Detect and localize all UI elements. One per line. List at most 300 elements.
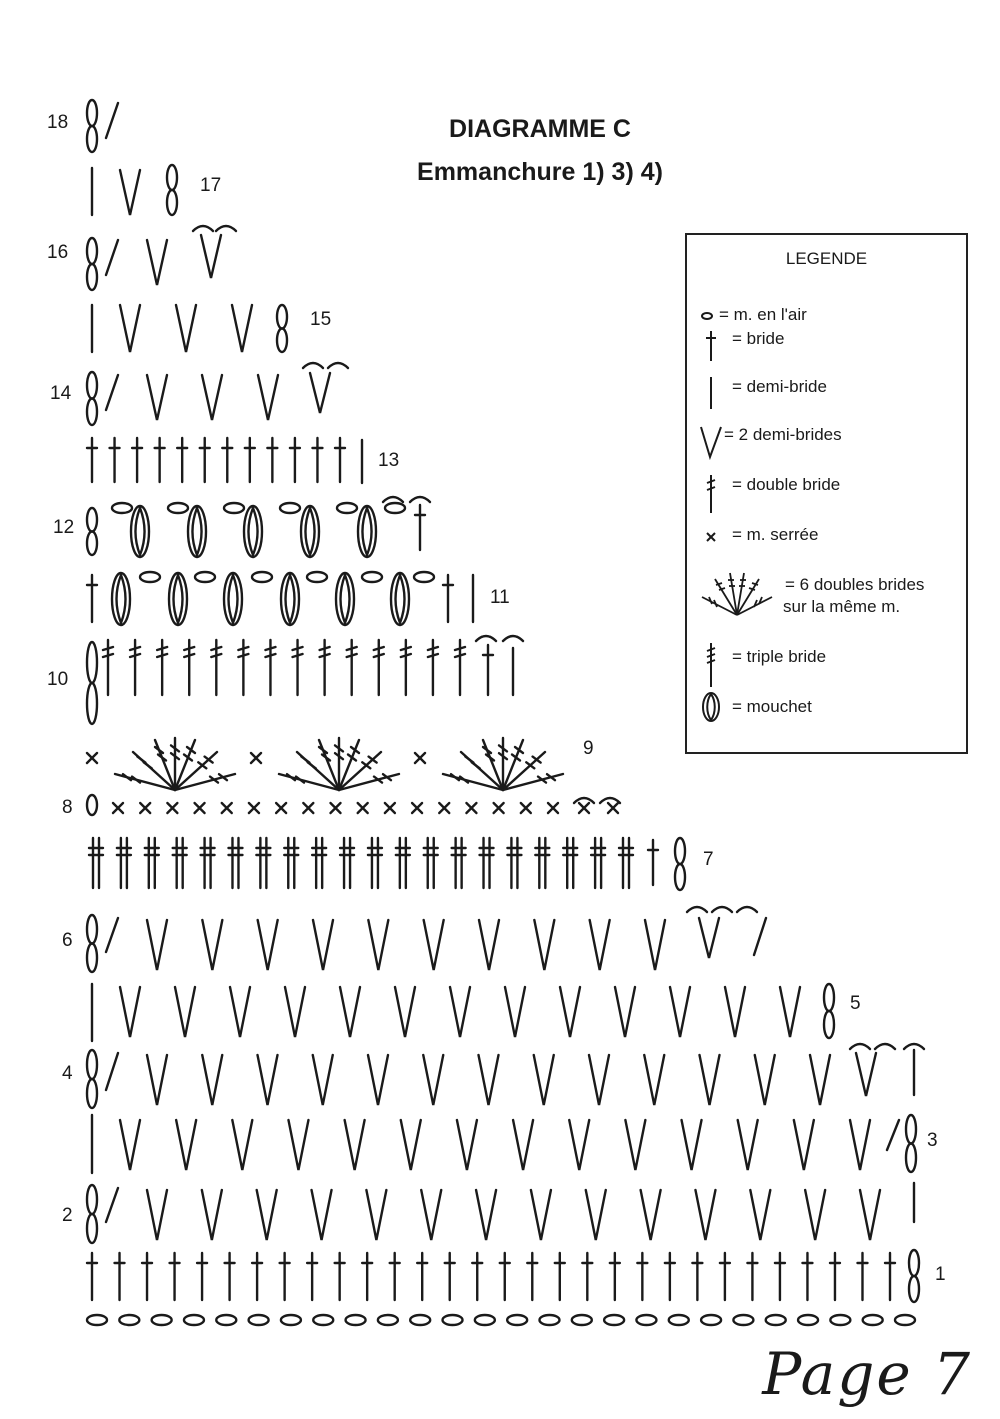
double-bride-stitch — [347, 640, 357, 695]
v-stitch — [457, 1120, 477, 1170]
single-crochet-stitch — [140, 803, 150, 813]
v-stitch — [120, 987, 140, 1037]
double-bride-stitch — [157, 640, 167, 695]
double-bride-stitch — [428, 640, 438, 695]
bride-stitch — [307, 1253, 317, 1300]
bride-stitch — [802, 1253, 812, 1300]
chain-loop — [824, 984, 834, 1011]
chain-loop — [87, 399, 97, 426]
chain-stitch — [378, 1315, 398, 1325]
chain-loop — [87, 1079, 97, 1108]
v-stitch — [725, 987, 745, 1037]
single-crochet-stitch — [195, 803, 205, 813]
legend-item-mouchet — [697, 691, 962, 739]
v-stitch — [368, 1055, 388, 1105]
v-stitch — [147, 1055, 167, 1105]
v-stitch — [257, 1190, 277, 1240]
slash-stitch — [106, 103, 118, 138]
v-stitch — [534, 920, 554, 970]
chain-stitch — [895, 1315, 915, 1325]
skip-arc — [476, 636, 496, 641]
single-crochet-stitch — [251, 753, 261, 763]
chain-stitch — [281, 1315, 301, 1325]
bride-stitch — [582, 1253, 592, 1300]
double-bride-stitch — [455, 640, 465, 695]
row-number-3: 3 — [927, 1130, 938, 1151]
double-bride-pair — [396, 838, 410, 888]
chain-stitch — [766, 1315, 786, 1325]
v-stitch — [479, 1055, 499, 1105]
legend-title: LEGENDE — [785, 249, 868, 268]
skip-arc — [850, 1044, 870, 1049]
single-crochet-stitch — [113, 803, 123, 813]
chain-loop — [675, 864, 685, 890]
row-number-16: 16 — [47, 242, 69, 263]
v-stitch — [450, 987, 470, 1037]
double-bride-stitch — [238, 640, 248, 695]
legend-item-fan — [697, 571, 962, 631]
chain-loop — [87, 944, 97, 973]
v-stitch — [395, 987, 415, 1037]
v-stitch — [232, 305, 252, 352]
v-stitch — [750, 1190, 770, 1240]
chain-loop — [87, 683, 97, 724]
chain-stitch — [184, 1315, 204, 1325]
legend-item-serree — [697, 525, 962, 573]
single-crochet-stitch — [222, 803, 232, 813]
mouchet-stitch — [281, 573, 299, 625]
legend-label-double-bride: = double bride — [732, 475, 841, 494]
v-stitch — [423, 1055, 443, 1105]
bride-stitch — [335, 1253, 345, 1300]
double-bride-pair — [201, 838, 215, 888]
chain-loop — [87, 1050, 97, 1079]
bride-stitch — [390, 1253, 400, 1300]
skip-arc — [687, 907, 707, 912]
row-number-6: 6 — [62, 930, 73, 951]
double-bride-stitch — [211, 640, 221, 695]
chain-loop — [87, 238, 97, 264]
chain-stitch — [280, 503, 300, 513]
v-stitch — [310, 373, 330, 413]
single-crochet-stitch — [167, 803, 177, 813]
chain-loop — [87, 126, 97, 152]
double-bride-pair — [312, 838, 326, 888]
chain-loop — [87, 915, 97, 944]
mouchet-inner — [396, 575, 405, 623]
double-bride-pair — [173, 838, 187, 888]
row-number-8: 8 — [62, 797, 73, 818]
chain-loop — [87, 795, 97, 815]
v-stitch — [860, 1190, 880, 1240]
bride-stitch — [110, 438, 120, 482]
chain-stitch — [195, 572, 215, 582]
skip-arc — [216, 226, 236, 231]
v-stitch — [202, 920, 222, 970]
row-number-10: 10 — [47, 669, 69, 690]
v-stitch — [202, 375, 222, 420]
single-crochet-stitch — [439, 803, 449, 813]
skip-arc — [712, 907, 732, 912]
chain-stitch — [410, 1315, 430, 1325]
chain-stitch — [224, 503, 244, 513]
v-stitch — [569, 1120, 589, 1170]
v-stitch — [120, 170, 140, 215]
chain-loop — [87, 372, 97, 399]
chain-stitch — [112, 503, 132, 513]
row-number-5: 5 — [850, 993, 861, 1014]
skip-arc — [410, 497, 430, 502]
bride-stitch — [610, 1253, 620, 1300]
bride-stitch — [115, 1253, 125, 1300]
chain-stitch — [307, 572, 327, 582]
v-stitch — [312, 1190, 332, 1240]
bride-stitch — [445, 1253, 455, 1300]
skip-arc — [737, 907, 757, 912]
double-bride-stitch — [374, 640, 384, 695]
bride-stitch — [665, 1253, 675, 1300]
row-number-1: 1 — [935, 1264, 946, 1285]
v-stitch — [202, 1190, 222, 1240]
v-stitch — [147, 240, 167, 285]
chain-stitch — [346, 1315, 366, 1325]
double-bride-pair — [591, 838, 605, 888]
single-crochet-stitch — [521, 803, 531, 813]
chain-loop — [277, 305, 287, 329]
chain-stitch — [636, 1315, 656, 1325]
double-bride-stitch — [293, 640, 303, 695]
v-stitch — [258, 920, 278, 970]
bride-stitch — [132, 438, 142, 482]
v-stitch — [176, 1120, 196, 1170]
single-crochet-stitch — [548, 803, 558, 813]
v-stitch — [755, 1055, 775, 1105]
chain-stitch — [119, 1315, 139, 1325]
v-stitch — [856, 1053, 876, 1096]
row-number-17: 17 — [200, 175, 222, 196]
v-stitch — [695, 1190, 715, 1240]
single-crochet-stitch — [494, 803, 504, 813]
chain-stitch — [443, 1315, 463, 1325]
double-bride-pair — [145, 838, 159, 888]
chain-loop — [277, 329, 287, 353]
v-stitch — [366, 1190, 386, 1240]
single-crochet-stitch — [412, 803, 422, 813]
v-stitch — [401, 1120, 421, 1170]
v-stitch — [589, 1055, 609, 1105]
v-stitch — [560, 987, 580, 1037]
chain-loop — [906, 1144, 916, 1173]
v-stitch — [641, 1190, 661, 1240]
chain-stitch — [604, 1315, 624, 1325]
legend-label-mouchet: = mouchet — [732, 697, 812, 716]
single-crochet-stitch — [87, 753, 97, 763]
skip-arc — [303, 363, 323, 368]
diagram-title: DIAGRAMME C — [449, 115, 631, 143]
mouchet-stitch — [244, 506, 262, 557]
v-stitch — [615, 987, 635, 1037]
bride-stitch — [267, 438, 277, 482]
row-number-14: 14 — [50, 383, 72, 404]
legend-label-2-demi-brides: = 2 demi-brides — [724, 425, 842, 444]
bride-stitch — [747, 1253, 757, 1300]
v-stitch — [345, 1120, 365, 1170]
chain-stitch — [313, 1315, 333, 1325]
v-stitch — [288, 1120, 308, 1170]
bride-stitch — [857, 1253, 867, 1300]
v-stitch — [700, 1055, 720, 1105]
double-bride-pair — [340, 838, 354, 888]
legend-label-triple-bride: = triple bride — [732, 647, 827, 666]
mouchet-stitch — [188, 506, 206, 557]
single-crochet-stitch — [579, 803, 589, 813]
v-stitch — [682, 1120, 702, 1170]
v-stitch — [147, 375, 167, 420]
row-number-11: 11 — [490, 587, 510, 608]
skip-arc — [328, 363, 348, 368]
double-bride-stitch — [320, 640, 330, 695]
v-stitch — [120, 1120, 140, 1170]
v-stitch — [175, 987, 195, 1037]
v-stitch — [805, 1190, 825, 1240]
chain-stitch — [87, 1315, 107, 1325]
v-stitch — [699, 918, 719, 958]
chain-stitch — [475, 1315, 495, 1325]
bride-stitch — [280, 1253, 290, 1300]
row-number-7: 7 — [703, 849, 714, 870]
chain-stitch — [216, 1315, 236, 1325]
v-stitch — [738, 1120, 758, 1170]
legend-item-double-bride — [697, 475, 962, 523]
chain-stitch — [669, 1315, 689, 1325]
v-stitch — [232, 1120, 252, 1170]
legend-label-serree: = m. serrée — [732, 525, 819, 544]
v-stitch — [285, 987, 305, 1037]
bride-stitch — [197, 1253, 207, 1300]
chain-loop — [87, 100, 97, 126]
v-stitch — [258, 375, 278, 420]
bride-stitch — [222, 438, 232, 482]
chain-stitch — [701, 1315, 721, 1325]
single-crochet-stitch — [276, 803, 286, 813]
bride-stitch — [87, 575, 97, 622]
bride-stitch — [555, 1253, 565, 1300]
single-crochet-stitch — [358, 803, 368, 813]
v-stitch — [810, 1055, 830, 1105]
bride-stitch — [472, 1253, 482, 1300]
row-number-15: 15 — [310, 309, 332, 330]
chain-stitch — [362, 572, 382, 582]
row-number-12: 12 — [53, 517, 75, 538]
bride-stitch — [775, 1253, 785, 1300]
v-stitch — [340, 987, 360, 1037]
v-stitch — [424, 920, 444, 970]
mouchet-inner — [286, 575, 295, 623]
bride-stitch — [483, 645, 493, 695]
bride-stitch — [312, 438, 322, 482]
chain-stitch — [414, 572, 434, 582]
bride-stitch — [225, 1253, 235, 1300]
mouchet-stitch — [131, 506, 149, 557]
bride-stitch — [177, 438, 187, 482]
bride-stitch — [417, 1253, 427, 1300]
mouchet-inner — [136, 508, 145, 555]
mouchet-stitch — [224, 573, 242, 625]
chain-loop — [167, 165, 177, 190]
chain-stitch — [863, 1315, 883, 1325]
chain-loop — [909, 1250, 919, 1276]
double-bride-pair — [256, 838, 270, 888]
v-stitch — [421, 1190, 441, 1240]
v-stitch — [644, 1055, 664, 1105]
skip-arc — [875, 1044, 895, 1049]
single-crochet-stitch — [415, 753, 425, 763]
skip-arc — [904, 1044, 924, 1049]
v-stitch — [120, 305, 140, 352]
row-number-18: 18 — [47, 112, 69, 133]
double-bride-pair — [424, 838, 438, 888]
v-stitch — [479, 920, 499, 970]
v-stitch — [645, 920, 665, 970]
slash-stitch — [106, 918, 118, 952]
legend-box — [685, 233, 968, 754]
legend-label-fan: = 6 doubles brides — [785, 575, 925, 594]
row-number-4: 4 — [62, 1063, 73, 1084]
bride-stitch — [500, 1253, 510, 1300]
v-stitch — [531, 1190, 551, 1240]
mouchet-stitch — [301, 506, 319, 557]
v-stitch — [313, 1055, 333, 1105]
chain-stitch — [385, 503, 405, 513]
v-stitch — [534, 1055, 554, 1105]
mouchet-inner — [229, 575, 238, 623]
bride-stitch — [443, 575, 453, 622]
mouchet-stitch — [358, 506, 376, 557]
legend-label-fan-2: sur la même m. — [783, 597, 901, 616]
bride-stitch — [245, 438, 255, 482]
double-bride-stitch — [130, 640, 140, 695]
double-bride-pair — [452, 838, 466, 888]
v-stitch — [147, 1190, 167, 1240]
mouchet-inner — [193, 508, 202, 555]
mouchet-inner — [341, 575, 350, 623]
mouchet-inner — [117, 575, 126, 623]
v-stitch — [313, 920, 333, 970]
chain-stitch — [168, 503, 188, 513]
v-stitch — [625, 1120, 645, 1170]
double-bride-pair — [228, 838, 242, 888]
double-bride-pair — [89, 838, 103, 888]
single-crochet-stitch — [466, 803, 476, 813]
legend-item-bride — [697, 329, 962, 377]
row-number-9: 9 — [583, 738, 594, 759]
single-crochet-stitch — [331, 803, 341, 813]
mouchet-stitch — [112, 573, 130, 625]
bride-stitch — [527, 1253, 537, 1300]
v-stitch — [230, 987, 250, 1037]
chain-stitch — [337, 503, 357, 513]
double-bride-pair — [480, 838, 494, 888]
chain-loop — [87, 1214, 97, 1243]
single-crochet-stitch — [303, 803, 313, 813]
double-bride-stitch — [401, 640, 411, 695]
chain-loop — [87, 508, 97, 532]
bride-stitch — [87, 1253, 97, 1300]
v-stitch — [258, 1055, 278, 1105]
v-stitch — [670, 987, 690, 1037]
chain-stitch — [507, 1315, 527, 1325]
chain-loop — [87, 264, 97, 290]
fan-tick — [465, 757, 473, 763]
bride-stitch — [362, 1253, 372, 1300]
bride-stitch — [720, 1253, 730, 1300]
diagram-subtitle: Emmanchure 1) 3) 4) — [417, 158, 663, 186]
double-bride-pair — [507, 838, 521, 888]
legend-label-demi-bride: = demi-bride — [732, 377, 827, 396]
double-bride-pair — [619, 838, 633, 888]
legend-item-demi-bride — [697, 377, 962, 425]
bride-stitch — [830, 1253, 840, 1300]
slash-stitch — [754, 918, 766, 955]
v-stitch — [147, 920, 167, 970]
bride-stitch — [200, 438, 210, 482]
chain-stitch — [249, 1315, 269, 1325]
chain-loop — [906, 1115, 916, 1144]
bride-stitch — [692, 1253, 702, 1300]
v-stitch — [505, 987, 525, 1037]
v-stitch — [202, 1055, 222, 1105]
double-bride-pair — [368, 838, 382, 888]
bride-stitch — [415, 505, 425, 550]
double-bride-stitch — [103, 640, 113, 695]
v-stitch — [176, 305, 196, 352]
skip-arc — [574, 798, 594, 803]
chain-stitch — [572, 1315, 592, 1325]
page-label: Page 7 — [762, 1340, 972, 1408]
slash-stitch — [106, 1188, 118, 1222]
v-stitch — [476, 1190, 496, 1240]
bride-stitch — [637, 1253, 647, 1300]
chain-stitch — [140, 572, 160, 582]
mouchet-inner — [306, 508, 315, 555]
mouchet-inner — [174, 575, 183, 623]
chain-loop — [675, 838, 685, 864]
fan-icon — [697, 571, 777, 631]
double-bride-pair — [117, 838, 131, 888]
chain-stitch — [830, 1315, 850, 1325]
bride-stitch — [648, 840, 658, 885]
bride-stitch — [885, 1253, 895, 1300]
bride-stitch — [290, 438, 300, 482]
legend-label-bride: = bride — [732, 329, 785, 348]
single-crochet-stitch — [385, 803, 395, 813]
slash-stitch — [106, 1053, 118, 1090]
bride-stitch — [155, 438, 165, 482]
bride-stitch — [252, 1253, 262, 1300]
double-bride-pair — [284, 838, 298, 888]
v-stitch — [780, 987, 800, 1037]
chain-loop — [87, 1185, 97, 1214]
mouchet-stitch — [169, 573, 187, 625]
chain-stitch — [539, 1315, 559, 1325]
bride-stitch — [170, 1253, 180, 1300]
fan-tick — [137, 757, 145, 763]
chain-stitch — [798, 1315, 818, 1325]
mouchet-stitch — [391, 573, 409, 625]
v-stitch — [850, 1120, 870, 1170]
double-bride-pair — [563, 838, 577, 888]
single-crochet-stitch — [608, 803, 618, 813]
